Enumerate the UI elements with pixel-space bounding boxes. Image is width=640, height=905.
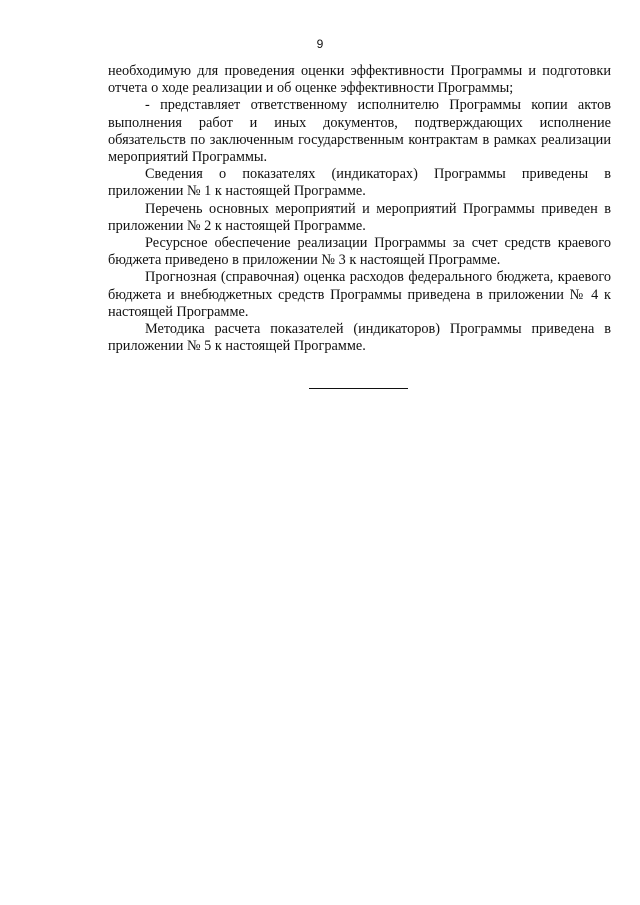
- paragraph-list-item: - представляет ответственному исполнителю Программы копии актов выполнения работ и иных документов, подтверждающих исполнение обязательств по заключенным государственным контрактам в рамках реализации мероприятий Программы.: [108, 97, 611, 166]
- paragraph-appendix-5: Методика расчета показателей (индикаторов) Программы приведена в приложении № 5 к настоящей Программе.: [108, 321, 611, 355]
- paragraph-appendix-2: Перечень основных мероприятий и мероприятий Программы приведен в приложении № 2 к настоящей Программе.: [108, 200, 611, 234]
- paragraph-appendix-1: Сведения о показателях (индикаторах) Программы приведены в приложении № 1 к настоящей Программе.: [108, 166, 611, 200]
- page-number: 9: [316, 37, 324, 51]
- paragraph-appendix-4: Прогнозная (справочная) оценка расходов федерального бюджета, краевого бюджета и внебюджетных средств Программы приведена в приложении № 4 к настоящей Программе.: [108, 269, 611, 320]
- end-divider-line: [309, 388, 408, 389]
- paragraph-continuation: необходимую для проведения оценки эффективности Программы и подготовки отчета о ходе реализации и об оценке эффективности Программы;: [108, 63, 611, 97]
- paragraph-appendix-3: Ресурсное обеспечение реализации Программы за счет средств краевого бюджета приведено в приложении № 3 к настоящей Программе.: [108, 235, 611, 269]
- document-body: [108, 63, 611, 355]
